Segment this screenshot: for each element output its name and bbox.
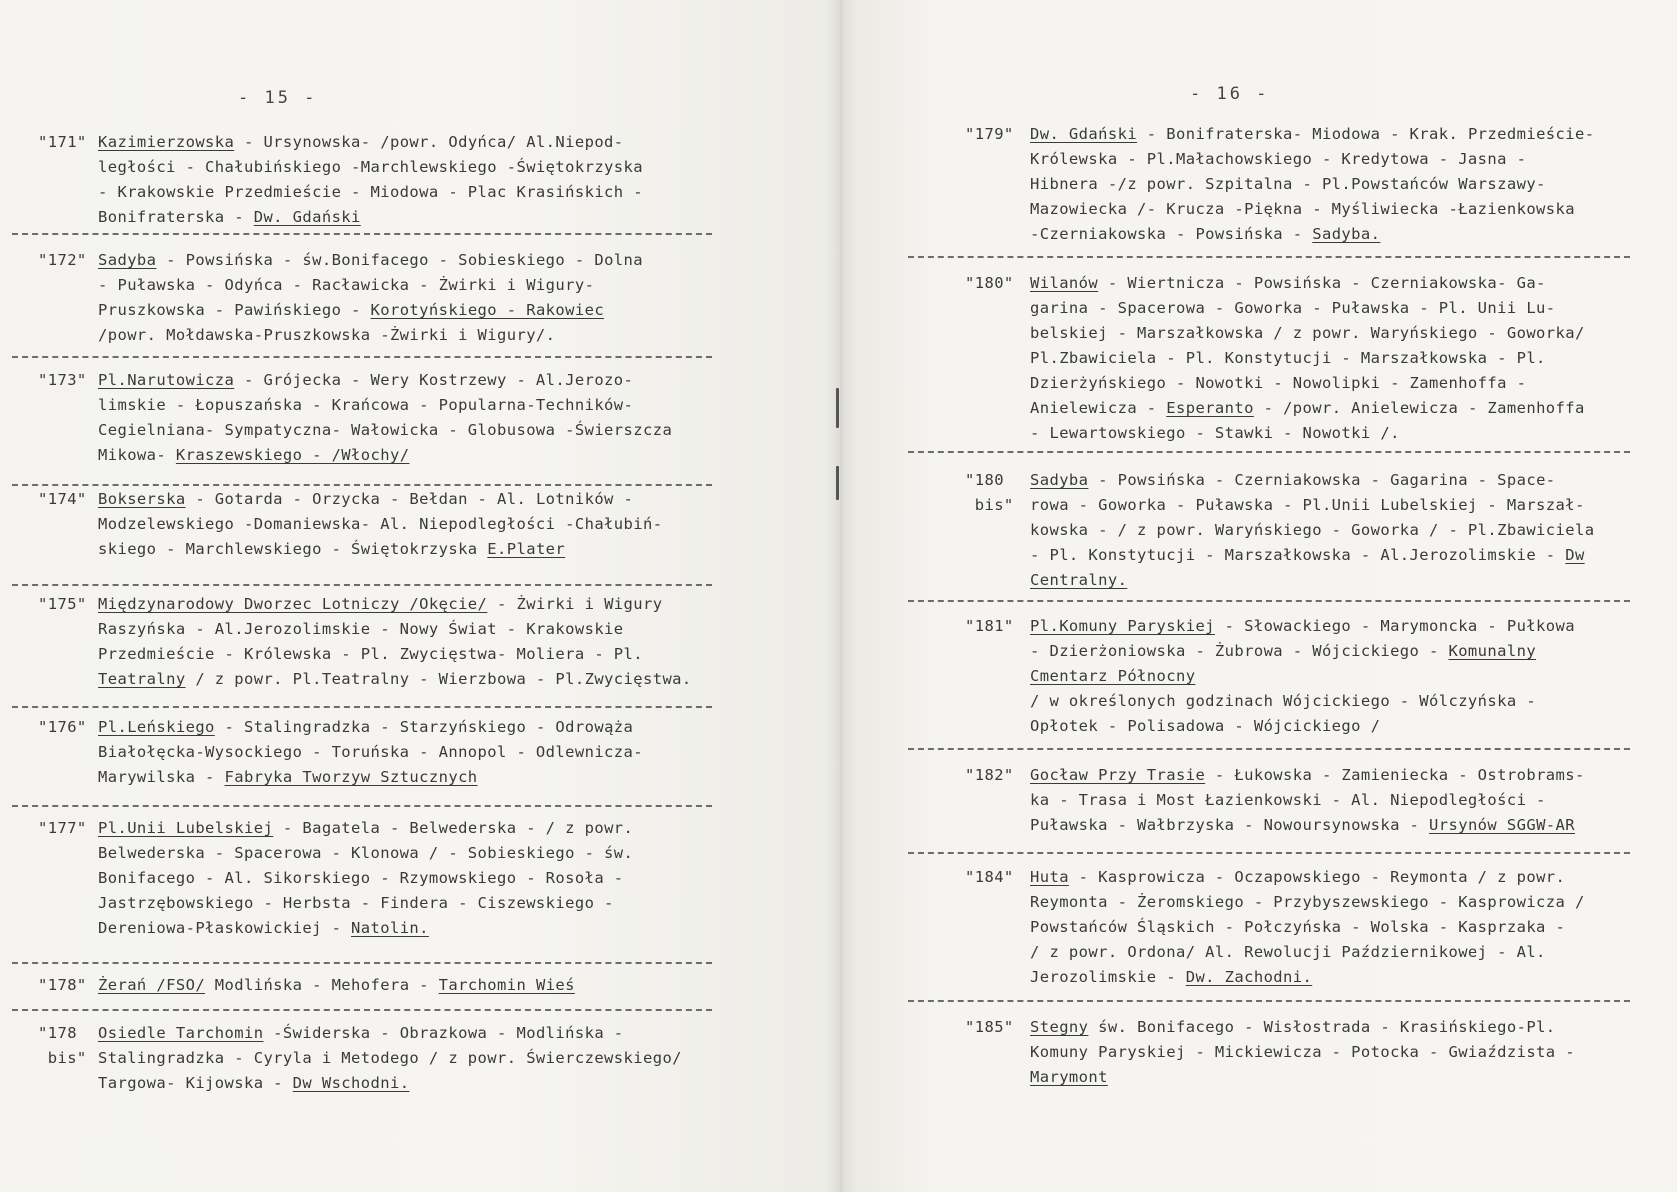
book-gutter xyxy=(826,0,856,1192)
route-line xyxy=(1030,271,1585,296)
route-line xyxy=(98,891,633,916)
route-text: Mazowiecka /- Krucza -Piękna - Myśliwiecka -Łazienkowska xyxy=(1030,200,1575,218)
route-text: Dzierżyńskiego - Nowotki - Nowolipki - Zamenhoffa - xyxy=(1030,374,1527,392)
route-text: - Bonifraterska- Miodowa - Krak. Przedmieście- xyxy=(1137,125,1595,143)
dashed-separator xyxy=(12,706,712,708)
route-terminus: Ursynów SGGW-AR xyxy=(1429,816,1575,834)
route-text: - Bagatela - Belwederska - / z powr. xyxy=(273,819,634,837)
route-number: "173" xyxy=(38,371,87,389)
route-line xyxy=(1030,813,1585,838)
route-terminus: Pl.Narutowicza xyxy=(98,371,235,389)
route-line xyxy=(1030,543,1594,568)
route-line xyxy=(98,1071,682,1096)
route-terminus: E.Plater xyxy=(487,540,566,558)
dashed-separator xyxy=(12,484,712,486)
route-text: Modzelewskiego -Domaniewska- Al. Niepodległości -Chałubiń- xyxy=(98,515,663,533)
page-number-right: - 16 - xyxy=(1190,84,1270,104)
route-line xyxy=(1030,321,1585,346)
route-terminus: Międzynarodowy Dworzec Lotniczy /Okęcie/ xyxy=(98,595,488,613)
dashed-separator xyxy=(908,600,1630,602)
route-number: "182" xyxy=(965,766,1014,784)
route-line xyxy=(1030,122,1594,147)
route-description xyxy=(98,487,662,562)
route-text: belskiej - Marszałkowska / z powr. Waryńskiego - Goworka/ xyxy=(1030,324,1585,342)
route-number: "180" xyxy=(965,274,1014,292)
route-line xyxy=(98,715,643,740)
route-text: Belwederska - Spacerowa - Klonowa / - Sobieskiego - św. xyxy=(98,844,634,862)
route-number: "180 bis" xyxy=(965,471,1014,514)
route-terminus: Centralny. xyxy=(1030,571,1128,589)
route-terminus: Osiedle Tarchomin xyxy=(98,1024,264,1042)
dashed-separator xyxy=(12,1009,712,1011)
route-terminus: Tarchomin Wieś xyxy=(438,976,575,994)
route-terminus: Huta xyxy=(1030,868,1069,886)
route-number: "178" xyxy=(38,976,87,994)
staple-top xyxy=(836,388,839,428)
route-terminus: Pl.Unii Lubelskiej xyxy=(98,819,274,837)
route-number: "177" xyxy=(38,819,87,837)
route-line xyxy=(98,443,672,468)
route-line xyxy=(1030,346,1585,371)
route-line xyxy=(1030,147,1594,172)
route-terminus: Wilanów xyxy=(1030,274,1099,292)
route-text: - Ursynowska- /powr. Odyńca/ Al.Niepod- xyxy=(234,133,624,151)
route-line xyxy=(98,130,643,155)
route-terminus: Dw xyxy=(1565,546,1585,564)
route-line xyxy=(98,1021,682,1046)
route-text: Bonifacego - Al. Sikorskiego - Rzymowskiego - Rosoła - xyxy=(98,869,624,887)
route-text: - Żwirki i Wigury xyxy=(487,595,663,613)
route-line xyxy=(98,180,643,205)
route-terminus: Teatralny xyxy=(98,670,186,688)
route-description xyxy=(98,248,643,348)
route-text: -Świderska - Obrazkowa - Modlińska - xyxy=(263,1024,624,1042)
route-terminus: Pl.Leńskiego xyxy=(98,718,215,736)
route-text: - Gotarda - Orzycka - Bełdan - Al. Lotników - xyxy=(185,490,634,508)
route-description xyxy=(1030,614,1575,739)
route-line xyxy=(1030,468,1594,493)
route-text: - Stalingradzka - Starzyńskiego - Odrowąża xyxy=(214,718,634,736)
route-number: "176" xyxy=(38,718,87,736)
route-text: - Kasprowicza - Oczapowskiego - Reymonta / z powr. xyxy=(1068,868,1566,886)
route-line xyxy=(98,298,643,323)
route-description xyxy=(1030,865,1585,990)
route-line xyxy=(1030,568,1594,593)
route-text: / w określonych godzinach Wójcickiego - Wólczyńska - xyxy=(1030,692,1537,710)
dashed-separator xyxy=(12,584,712,586)
route-terminus: Sadyba xyxy=(98,251,157,269)
dashed-separator xyxy=(908,256,1630,258)
route-description xyxy=(1030,271,1585,446)
route-description xyxy=(1030,763,1585,838)
route-description xyxy=(98,592,692,692)
route-line xyxy=(1030,664,1575,689)
route-line xyxy=(1030,296,1585,321)
route-terminus: Dw. Gdański xyxy=(1030,125,1138,143)
route-line xyxy=(98,418,672,443)
route-line xyxy=(1030,197,1594,222)
route-terminus: Esperanto xyxy=(1166,399,1254,417)
route-text: Komuny Paryskiej - Mickiewicza - Potocka - Gwiaździsta - xyxy=(1030,1043,1575,1061)
route-line xyxy=(98,866,633,891)
route-number: "174" xyxy=(38,490,87,508)
route-line xyxy=(1030,689,1575,714)
route-text: - /powr. Anielewicza - Zamenhoffa xyxy=(1253,399,1585,417)
route-line xyxy=(98,205,643,230)
route-text: - Dzierżoniowska - Żubrowa - Wójcickiego - xyxy=(1030,642,1449,660)
route-text: Opłotek - Polisadowa - Wójcickiego / xyxy=(1030,717,1381,735)
route-text: / z powr. Ordona/ Al. Rewolucji Październikowej - Al. xyxy=(1030,943,1546,961)
route-text: Dereniowa-Płaskowickiej - xyxy=(98,919,352,937)
route-line xyxy=(98,642,692,667)
route-terminus: Pl.Komuny Paryskiej xyxy=(1030,617,1215,635)
route-line xyxy=(98,841,633,866)
route-text: Stalingradzka - Cyryla i Metodego / z powr. Świerczewskiego/ xyxy=(98,1049,682,1067)
route-text: Targowa- Kijowska - xyxy=(98,1074,293,1092)
route-line xyxy=(1030,1015,1575,1040)
route-number: "175" xyxy=(38,595,87,613)
route-line xyxy=(1030,763,1585,788)
route-terminus: Kazimierzowska xyxy=(98,133,235,151)
page-number-left: - 15 - xyxy=(238,88,318,108)
route-terminus: Sadyba. xyxy=(1312,225,1381,243)
route-line xyxy=(1030,1065,1575,1090)
route-line xyxy=(1030,940,1585,965)
route-terminus: Natolin. xyxy=(351,919,429,937)
route-line xyxy=(1030,493,1594,518)
route-text: - Krakowskie Przedmieście - Miodowa - Plac Krasińskich - xyxy=(98,183,643,201)
route-text: Modlińska - Mehofera - xyxy=(205,976,439,994)
route-text: Powstańców Śląskich - Połczyńska - Wolska - Kasprzaka - xyxy=(1030,918,1566,936)
dashed-separator xyxy=(12,233,712,235)
dashed-separator xyxy=(908,748,1630,750)
route-number: "171" xyxy=(38,133,87,151)
route-description xyxy=(1030,122,1594,247)
route-terminus: Sadyba xyxy=(1030,471,1089,489)
route-line xyxy=(1030,222,1594,247)
route-text: - Słowackiego - Marymoncka - Pułkowa xyxy=(1214,617,1575,635)
route-number: "178 bis" xyxy=(38,1024,87,1067)
route-terminus: Cmentarz Północny xyxy=(1030,667,1196,685)
route-line xyxy=(1030,639,1575,664)
route-terminus: Marymont xyxy=(1030,1068,1108,1086)
route-description xyxy=(98,973,575,998)
route-line xyxy=(98,487,662,512)
route-line xyxy=(98,973,575,998)
route-text: /powr. Mołdawska-Pruszkowska -Żwirki i Wigury/. xyxy=(98,326,556,344)
route-text: - Wiertnicza - Powsińska - Czerniakowska- Ga- xyxy=(1098,274,1546,292)
route-line xyxy=(1030,421,1585,446)
route-text: Jastrzębowskiego - Herbsta - Findera - Ciszewskiego - xyxy=(98,894,614,912)
route-description xyxy=(98,816,633,941)
route-text: - Powsińska - św.Bonifacego - Sobieskiego - Dolna xyxy=(156,251,643,269)
route-line xyxy=(1030,396,1585,421)
route-description xyxy=(1030,1015,1575,1090)
route-text: ległości - Chałubińskiego -Marchlewskiego -Świętokrzyska xyxy=(98,158,643,176)
route-number: "181" xyxy=(965,617,1014,635)
route-text: kowska - / z powr. Waryńskiego - Goworka / - Pl.Zbawiciela xyxy=(1030,521,1595,539)
route-terminus: Korotyńskiego - Rakowiec xyxy=(370,301,605,319)
route-text: Marywilska - xyxy=(98,768,225,786)
route-text: św. Bonifacego - Wisłostrada - Krasińskiego-Pl. xyxy=(1088,1018,1556,1036)
route-line xyxy=(1030,915,1585,940)
route-text: limskie - Łopuszańska - Krańcowa - Popularna-Techników- xyxy=(98,396,634,414)
route-text: / z powr. Pl.Teatralny - Wierzbowa - Pl.Zwycięstwa. xyxy=(185,670,692,688)
route-text: - Puławska - Odyńca - Racławicka - Żwirki i Wigury- xyxy=(98,276,595,294)
route-text: garina - Spacerowa - Goworka - Puławska - Pl. Unii Lu- xyxy=(1030,299,1556,317)
route-line xyxy=(98,617,692,642)
route-text: - Pl. Konstytucji - Marszałkowska - Al.Jerozolimskie - xyxy=(1030,546,1566,564)
route-line xyxy=(98,816,633,841)
route-line xyxy=(1030,371,1585,396)
route-description xyxy=(98,368,672,468)
dashed-separator xyxy=(908,451,1630,453)
dashed-separator xyxy=(908,1000,1630,1002)
route-terminus: Gocław Przy Trasie xyxy=(1030,766,1206,784)
route-line xyxy=(1030,865,1585,890)
route-text: - Grójecka - Wery Kostrzewy - Al.Jerozo- xyxy=(234,371,634,389)
route-line xyxy=(98,765,643,790)
route-terminus: Bokserska xyxy=(98,490,186,508)
route-terminus: Stegny xyxy=(1030,1018,1089,1036)
route-line xyxy=(98,537,662,562)
route-line xyxy=(98,512,662,537)
route-line xyxy=(98,667,692,692)
route-line xyxy=(98,368,672,393)
route-text: Bonifraterska - xyxy=(98,208,254,226)
route-number: "172" xyxy=(38,251,87,269)
route-text: ka - Trasa i Most Łazienkowski - Al. Niepodległości - xyxy=(1030,791,1546,809)
route-text: Pruszkowska - Pawińskiego - xyxy=(98,301,371,319)
route-line xyxy=(98,1046,682,1071)
route-line xyxy=(98,273,643,298)
route-line xyxy=(1030,965,1585,990)
route-line xyxy=(98,323,643,348)
route-text: Królewska - Pl.Małachowskiego - Kredytowa - Jasna - xyxy=(1030,150,1527,168)
route-text: Pl.Zbawiciela - Pl. Konstytucji - Marszałkowska - Pl. xyxy=(1030,349,1546,367)
route-line xyxy=(1030,1040,1575,1065)
route-terminus: Komunalny xyxy=(1448,642,1537,660)
route-line xyxy=(98,248,643,273)
route-terminus: Dw. Gdański xyxy=(253,208,361,226)
dashed-separator xyxy=(12,962,712,964)
route-terminus: Dw Wschodni. xyxy=(292,1074,410,1092)
dashed-separator xyxy=(12,356,712,358)
route-description xyxy=(98,715,643,790)
route-terminus: Fabryka Tworzyw Sztucznych xyxy=(224,768,478,786)
route-text: Puławska - Wałbrzyska - Nowoursynowska - xyxy=(1030,816,1430,834)
route-number: "185" xyxy=(965,1018,1014,1036)
route-line xyxy=(1030,714,1575,739)
route-line xyxy=(98,155,643,180)
route-line xyxy=(1030,614,1575,639)
route-text: - Lewartowskiego - Stawki - Nowotki /. xyxy=(1030,424,1400,442)
route-text: - Powsińska - Czerniakowska - Gagarina - Space- xyxy=(1088,471,1556,489)
route-line xyxy=(1030,890,1585,915)
route-text: Reymonta - Żeromskiego - Przybyszewskiego - Kasprowicza / xyxy=(1030,893,1585,911)
route-text: Jerozolimskie - xyxy=(1030,968,1186,986)
staple-bottom xyxy=(836,466,839,500)
route-line xyxy=(98,393,672,418)
route-text: Mikowa- xyxy=(98,446,176,464)
route-terminus: Żerań /FSO/ xyxy=(98,976,206,994)
route-line xyxy=(98,592,692,617)
route-text: Białołęcka-Wysockiego - Toruńska - Annopol - Odlewnicza- xyxy=(98,743,643,761)
route-terminus: Kraszewskiego - /Włochy/ xyxy=(175,446,410,464)
route-line xyxy=(98,740,643,765)
route-text: - Łukowska - Zamieniecka - Ostrobrams- xyxy=(1205,766,1585,784)
route-text: Hibnera -/z powr. Szpitalna - Pl.Powstańców Warszawy- xyxy=(1030,175,1546,193)
route-text: -Czerniakowska - Powsińska - xyxy=(1030,225,1313,243)
dashed-separator xyxy=(12,805,712,807)
route-description xyxy=(98,130,643,230)
route-text: rowa - Goworka - Puławska - Pl.Unii Lubelskiej - Marszał- xyxy=(1030,496,1585,514)
route-text: Cegielniana- Sympatyczna- Wałowicka - Globusowa -Świerszcza xyxy=(98,421,673,439)
route-text: Raszyńska - Al.Jerozolimskie - Nowy Świat - Krakowskie xyxy=(98,620,624,638)
route-line xyxy=(1030,788,1585,813)
route-terminus: Dw. Zachodni. xyxy=(1185,968,1313,986)
route-description xyxy=(1030,468,1594,593)
route-text: Przedmieście - Królewska - Pl. Zwycięstwa- Moliera - Pl. xyxy=(98,645,643,663)
route-line xyxy=(1030,172,1594,197)
route-number: "179" xyxy=(965,125,1014,143)
route-text: skiego - Marchlewskiego - Świętokrzyska xyxy=(98,540,488,558)
route-text: Anielewicza - xyxy=(1030,399,1167,417)
route-number: "184" xyxy=(965,868,1014,886)
route-line xyxy=(1030,518,1594,543)
route-description xyxy=(98,1021,682,1096)
route-line xyxy=(98,916,633,941)
dashed-separator xyxy=(908,852,1630,854)
